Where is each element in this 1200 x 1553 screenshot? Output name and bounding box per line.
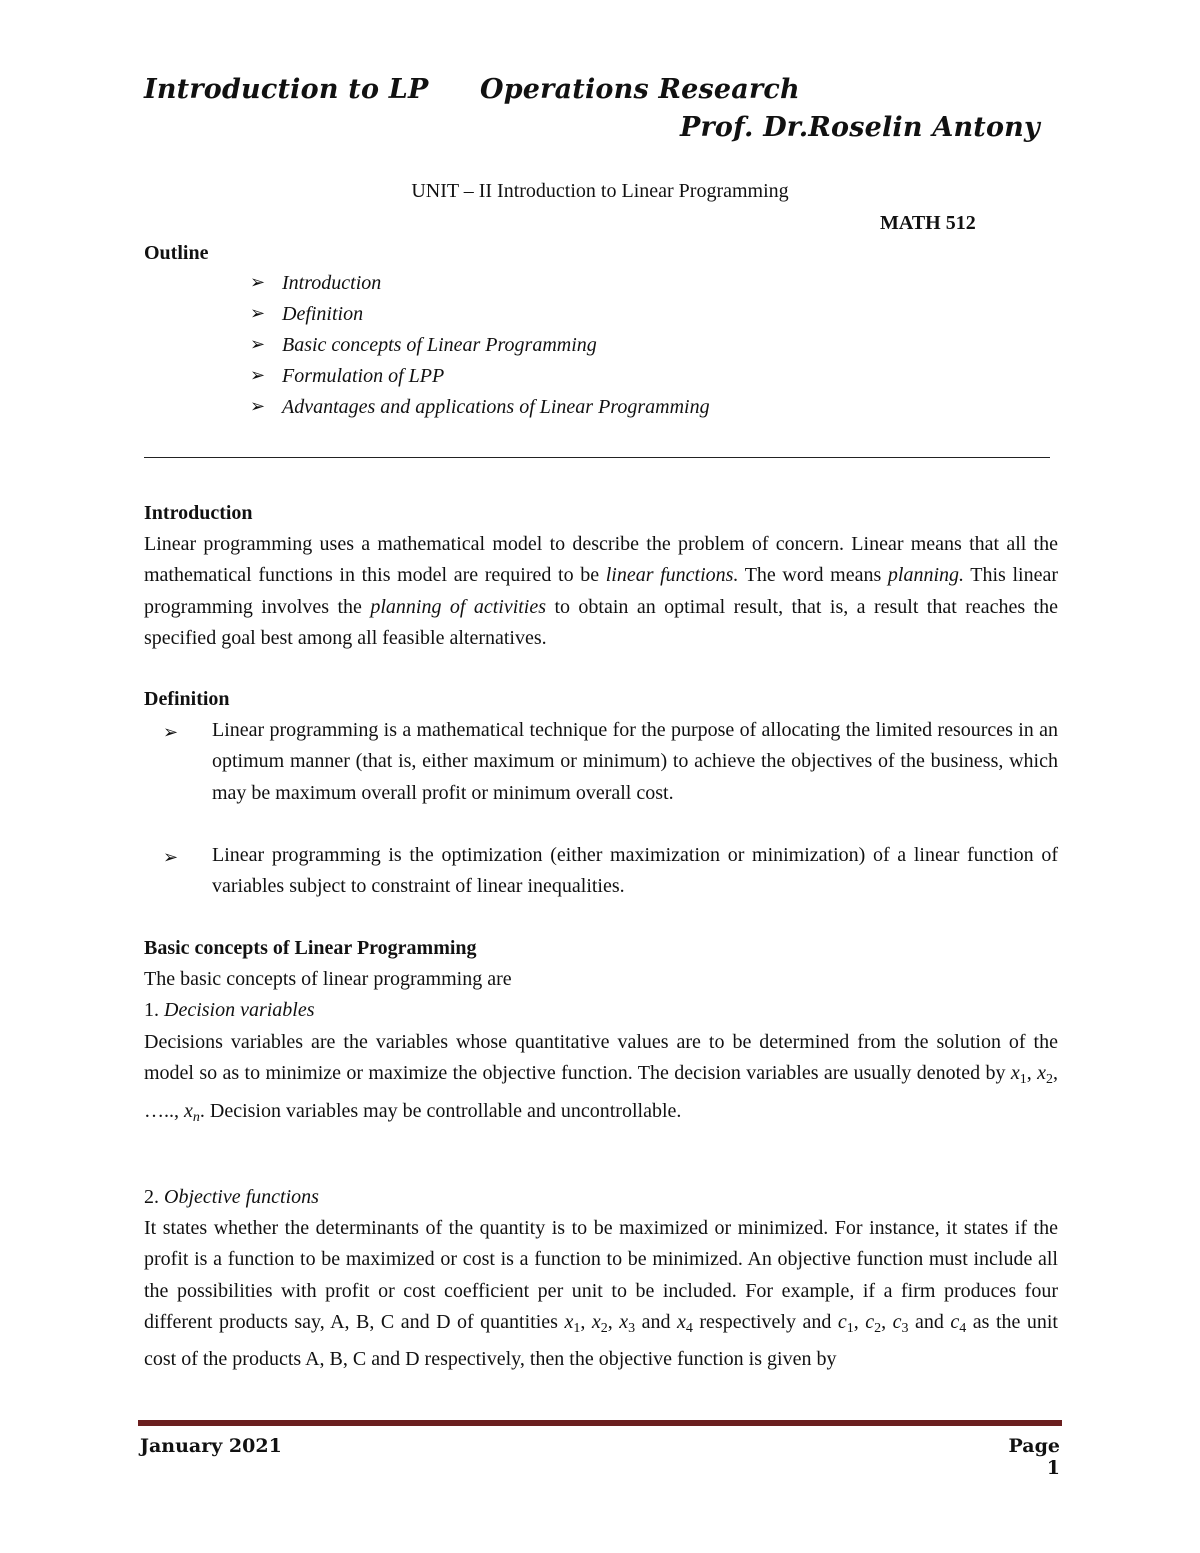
header-center-title: Operations Research <box>480 74 800 105</box>
decision-variables-title: 1. Decision variables <box>144 999 315 1021</box>
definition-item-text: Linear programming is a mathematical technique for the purpose of allocating the limited resources in an optimum manner (that is, either maximum or minimum) to achieve the objectives of the business, which may be maximum overall profit or minimum overall cost. <box>212 719 1058 804</box>
arrow-bullet-icon: ➢ <box>250 272 266 292</box>
arrow-bullet-icon: ➢ <box>250 396 266 416</box>
introduction-paragraph: Linear programming uses a mathematical model to describe the problem of concern. Linear means that all the mathematical functions in this model are required to be linear functions. The word means planning. This linear programming involves the planning of activities to obtain an optimal result, that is, a result that reaches the specified goal best among all feasible alternatives. <box>144 533 1058 649</box>
arrow-bullet-icon: ➢ <box>250 303 266 323</box>
definition-item <box>163 840 1058 903</box>
header-author: Prof. Dr.Roselin Antony <box>680 112 1040 143</box>
outline-item <box>250 334 710 365</box>
outline-item-text: Advantages and applications of Linear Programming <box>282 396 710 418</box>
unit-title: UNIT – II Introduction to Linear Programming <box>411 180 789 202</box>
outline-item-text: Formulation of LPP <box>282 365 445 387</box>
footer-date: January 2021 <box>140 1435 282 1457</box>
outline-item-text: Basic concepts of Linear Programming <box>282 334 597 356</box>
arrow-bullet-icon: ➢ <box>250 334 266 354</box>
objective-functions-title: 2. Objective functions <box>144 1186 319 1208</box>
footer-rule <box>138 1420 1062 1426</box>
basic-concepts-heading: Basic concepts of Linear Programming <box>144 937 477 959</box>
basic-concepts-intro: The basic concepts of linear programming are <box>144 968 512 990</box>
outline-item-text: Introduction <box>282 272 382 294</box>
introduction-heading: Introduction <box>144 502 253 524</box>
footer-page-number: Page 1 <box>1008 1435 1060 1479</box>
outline-item <box>250 303 710 334</box>
decision-variables-paragraph: Decisions variables are the variables whose quantitative values are to be determined from the solution of the model so as to minimize or maximize the objective function. The decision variables are usually denoted by $x_1$, $x_2$, ….., $x_n$. Decision variables may be controllable and uncontrollable. <box>144 1031 1058 1125</box>
definition-item-text: Linear programming is the optimization (either maximization or minimization) of a linear function of variables subject to constraint of linear inequalities. <box>212 844 1058 898</box>
outline-item <box>250 396 710 427</box>
arrow-bullet-icon: ➢ <box>250 365 266 385</box>
arrow-bullet-icon: ➢ <box>163 722 179 742</box>
outline-list <box>250 272 710 427</box>
objective-functions-paragraph: It states whether the determinants of the quantity is to be maximized or minimized. For instance, it states if the profit is a function to be maximized or cost is a function to be minimized. An objective function must include all the possibilities with profit or cost coefficient per unit to be included. For example, if a firm produces four different products say, A, B, C and D of quantities $x_1$, $x_2$, $x_3$ and $x_4$ respectively and $c_1$, $c_2$, $c_3$ and $c_4$ as the unit cost of the products A, B, C and D respectively, then the objective function is given by <box>144 1217 1058 1371</box>
section-divider <box>144 457 1050 458</box>
course-code: MATH 512 <box>880 212 976 234</box>
outline-heading: Outline <box>144 242 209 264</box>
definition-heading: Definition <box>144 688 230 710</box>
header-left-title: Introduction to LP <box>144 74 429 105</box>
outline-item-text: Definition <box>282 303 364 325</box>
outline-item <box>250 365 710 396</box>
outline-item <box>250 272 710 303</box>
definition-item <box>163 715 1058 809</box>
arrow-bullet-icon: ➢ <box>163 847 179 867</box>
